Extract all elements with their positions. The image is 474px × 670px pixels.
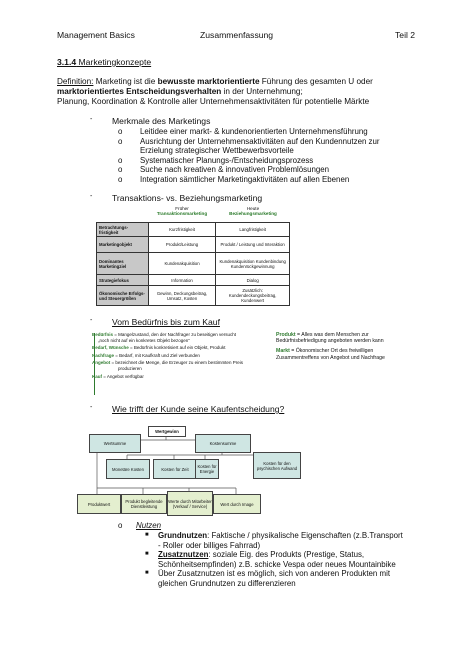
kauf-term: Markt — [276, 348, 290, 355]
kauf-def-cont: „noch nicht auf ein konkretes Objekt bezogen“ — [98, 337, 190, 343]
kauf-def: = Bedürfnis konkretisiert auf ein Objekt, Produkt — [128, 345, 226, 351]
circle-bullet-icon: o — [118, 174, 123, 184]
column-today-label: Heute — [246, 206, 260, 211]
transaktion-title: Transaktions- vs. Beziehungsmarketing — [112, 193, 263, 203]
square-bullet-icon: ■ — [145, 551, 149, 558]
kauf-term: Produkt — [276, 332, 296, 338]
tree-node-wertgewinn: Wertgewinn — [148, 426, 186, 437]
row-header: Marketingobjekt — [97, 237, 149, 253]
nutzen-title: Nutzen — [136, 521, 162, 530]
list-item — [145, 569, 465, 579]
column-early-name: Transaktionsmarketing — [156, 211, 208, 216]
cell-today: Zusätzlich: Kundendeckungsbeitrag, Kundenwert — [216, 286, 290, 306]
nutzen-term: Zusatznutzen — [158, 550, 209, 560]
cell-today: Langfristigkeit — [216, 223, 290, 237]
definition-bold-2: marktorientiertes Entscheidungsverhalten — [57, 87, 222, 96]
square-bullet-icon: ■ — [145, 532, 149, 538]
kauf-term: Bedarf, Wünsche — [92, 345, 129, 351]
definition-line-3: Planung, Koordination & Kontrolle aller Unternehmensaktivitäten für potentielle Märkte — [57, 97, 370, 106]
definition-text-3: in der Unternehmung; — [221, 87, 303, 96]
column-early-label: Früher — [175, 206, 189, 211]
definition-label: Definition: — [57, 77, 94, 86]
kauf-def-cont: Zusammentreffens von Angebot und Nachfrage — [276, 354, 385, 361]
nutzen-def-cont: gleichen Grundnutzen zu differenzieren — [158, 578, 296, 588]
tree-node-wertsumme: Wertsumme — [89, 434, 141, 453]
kauf-def: = Angebot verfügbar — [102, 373, 144, 379]
cell-today: Kundenakquisition Kundenbindung Kundenrückgewinnung — [216, 253, 290, 275]
dash-bullet: - — [90, 116, 93, 123]
nutzen-def: : Faktische / physikalische Eigenschaften (z.B.Transport — [207, 531, 403, 540]
row-header: Dominantes Marketingziel — [97, 253, 149, 275]
definition-bold-1: bewusste marktorientierte — [157, 77, 260, 86]
list-item-text: Integration sämtlicher Marketingaktivitäten auf allen Ebenen — [140, 174, 350, 184]
header-right: Teil 2 — [395, 30, 416, 40]
kauf-term: Angebot — [92, 360, 111, 366]
definition-text-1: Marketing ist die — [93, 77, 158, 86]
cell-early: Kundenakquisition — [148, 253, 216, 275]
square-bullet-icon: ■ — [145, 570, 149, 577]
cell-early: Gewinn, Deckungsbeitrag, Umsatz, Kosten — [148, 286, 216, 306]
kauf-term: Nachfrage — [92, 352, 115, 358]
kauf-def: = Alles was dem Menschen zur — [295, 332, 369, 338]
kaufentscheidung-title: Wie trifft der Kunde seine Kaufentscheidung? — [112, 404, 285, 414]
list-item-text: Suche nach kreativen & innovativen Problemlösungen — [140, 165, 330, 175]
kauf-title: Vom Bedürfnis bis zum Kauf — [112, 317, 220, 327]
nutzen-def: Über Zusatznutzen ist es möglich, sich von anderen Produkten mit — [158, 569, 391, 579]
nutzen-def-cont: Schönheitsempfinden) z.B. schicke Vespa oder neues Mountainbike — [158, 559, 396, 569]
tree-node-cost: Kosten für Zeit — [153, 459, 197, 479]
circle-bullet-icon: o — [118, 136, 123, 146]
cell-early: Produkt/Leistung — [148, 237, 216, 253]
tree-node-value: Produktwert — [77, 494, 121, 514]
section-number: 3.1.4 — [57, 57, 77, 67]
definition-text-2: Führung des gesamten U oder — [259, 77, 373, 86]
cell-today: Dialog — [216, 275, 290, 286]
header-left: Management Basics — [57, 30, 135, 40]
nutzen-def-cont: - Roller oder billiges Fahrrad) — [158, 540, 261, 550]
cell-today: Produkt / Leistung und Interaktion — [216, 237, 290, 253]
cell-early: Information — [148, 275, 216, 286]
tree-node-cost: Kosten für den psychischen Aufwand — [253, 452, 301, 479]
cell-early: Kurzfristigkeit — [148, 223, 216, 237]
circle-bullet-icon: o — [118, 155, 123, 165]
list-item — [145, 550, 465, 560]
tree-node-value: Werte durch Mitarbeiter (Verkauf / Service) — [167, 491, 213, 516]
list-item-text: Leitidee einer markt- & kundenorientierten Unternehmensführung — [140, 127, 368, 136]
tree-node-value: Wert durch Image — [213, 494, 261, 514]
kauf-def: = Mangelzustand, den der Nachfrager zu beseitigen versucht — [113, 332, 236, 337]
list-item — [145, 531, 465, 541]
kauf-def: = Bedarf, mit Kaufkraft und Ziel verbunden — [114, 352, 200, 358]
list-item-text: Systematischer Planungs-/Entscheidungsprozess — [140, 155, 314, 165]
tree-node-value: Produkt begleitende Dienstleistung — [121, 494, 167, 514]
list-item-text: Ausrichtung der Unternehmensaktivitäten auf den Kundennutzen zur — [140, 136, 380, 146]
tree-node-kostensumme: Kostensumme — [195, 434, 251, 453]
row-header: Betrachtungs-fristigkeit — [97, 223, 149, 237]
kauf-def: = Ökonomischer Ort des freiwilligen — [289, 348, 374, 355]
dash-bullet: - — [90, 193, 93, 200]
kauf-def-cont: produzieren — [118, 365, 142, 371]
tree-node-cost: Monetäre Kosten — [106, 459, 150, 479]
row-header: Strategiefokus — [97, 275, 149, 286]
kauf-def: = bezeichnet die Menge, die Erzeuger zu einem bestimmten Preis — [110, 360, 243, 366]
tree-node-cost: Kosten für Energie — [195, 459, 219, 479]
nutzen-term: Grundnutzen — [158, 531, 208, 540]
section-name: Marketingkonzepte — [76, 57, 152, 67]
kauf-def-cont: Bedürfnisbefriedigung angeboten werden kann — [276, 338, 384, 345]
nutzen-def: : soziale Eig. des Produkts (Prestige, Status, — [208, 550, 365, 560]
dash-bullet: - — [90, 404, 93, 411]
circle-bullet-icon: o — [118, 521, 123, 530]
kauf-term: Bedürfnis — [92, 332, 114, 337]
header-center: Zusammenfassung — [200, 30, 274, 40]
merkmale-title: Merkmale des Marketings — [112, 116, 211, 126]
list-item-text: Erzielung strategischer Wettbewerbsvorteile — [140, 146, 294, 156]
row-header: Ökonomische Erfolgs- und Steuergrößen — [97, 286, 149, 306]
circle-bullet-icon: o — [118, 127, 123, 136]
circle-bullet-icon: o — [118, 165, 123, 175]
column-today-name: Beziehungsmarketing — [229, 211, 277, 216]
kauf-term: Kauf — [92, 373, 102, 379]
nutzen-list — [145, 531, 465, 589]
dash-bullet: - — [90, 317, 93, 324]
